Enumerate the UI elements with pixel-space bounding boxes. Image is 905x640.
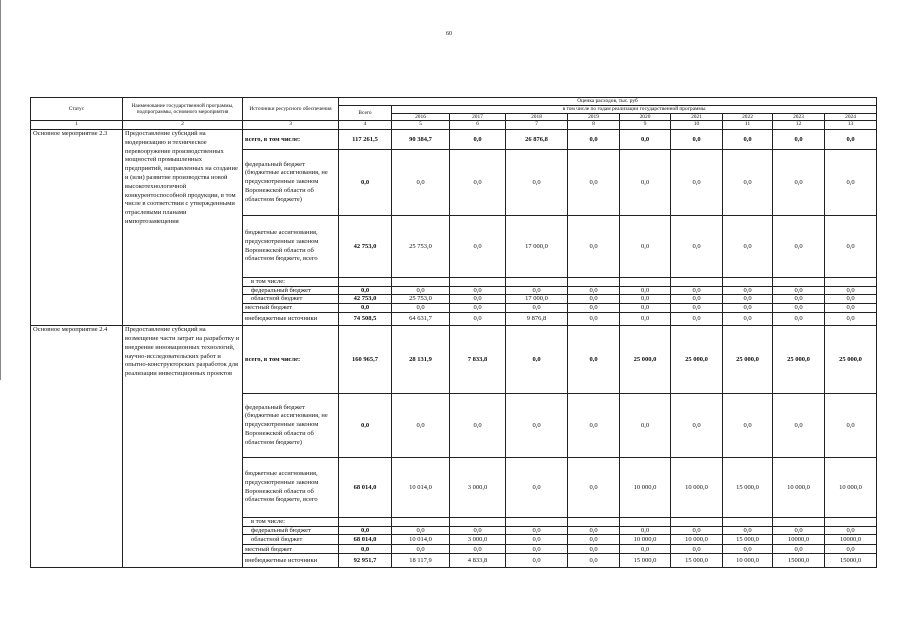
year-value-cell: 0,0 [773,526,825,535]
year-value-cell: 0,0 [620,526,671,535]
header-incl: в том числе по годам реализации государственной программы [392,106,877,114]
column-number: 2 [123,121,243,130]
year-value-cell: 0,0 [723,545,773,554]
header-source: Источники ресурсного обеспечения [243,98,339,121]
year-value-cell: 26 876,8 [506,130,568,150]
year-value-cell: 10 014,0 [392,535,450,545]
year-value-cell: 9 876,8 [506,313,568,326]
year-value-cell: 0,0 [568,458,620,518]
year-value-cell: 0,0 [671,295,723,304]
total-value-cell: 74 508,5 [339,313,392,326]
budget-table [30,97,877,568]
year-value-cell: 0,0 [620,545,671,554]
year-value-cell: 0,0 [620,304,671,313]
year-value-cell: 0,0 [825,216,877,278]
year-value-cell: 10 000,0 [620,458,671,518]
year-value-cell: 0,0 [773,286,825,295]
year-value-cell: 0,0 [568,150,620,216]
year-value-cell: 10 000,0 [825,458,877,518]
year-value-cell: 0,0 [773,216,825,278]
year-value-cell [825,278,877,287]
year-value-cell: 0,0 [568,130,620,150]
source-cell: внебюджетные источники [243,313,339,326]
source-cell: федеральный бюджет [243,286,339,295]
year-value-cell: 90 384,7 [392,130,450,150]
total-value-cell: 68 014,0 [339,535,392,545]
total-value-cell: 0,0 [339,545,392,554]
year-value-cell: 0,0 [671,545,723,554]
year-value-cell: 0,0 [568,295,620,304]
total-value-cell: 0,0 [339,394,392,458]
year-value-cell: 0,0 [825,286,877,295]
source-cell: областной бюджет [243,295,339,304]
year-value-cell: 25 000,0 [825,326,877,394]
year-value-cell: 0,0 [671,304,723,313]
year-value-cell: 0,0 [568,304,620,313]
year-value-cell: 0,0 [620,286,671,295]
year-value-cell: 0,0 [450,150,506,216]
year-value-cell: 0,0 [773,304,825,313]
page-number: 60 [446,31,452,37]
year-value-cell: 0,0 [671,394,723,458]
column-number: 13 [825,121,877,130]
table-row [31,326,877,394]
measure-name-cell: Предоставление субсидий на модернизацию и техническое перевооружение производственных мощностей промышленных предприятий, направленных на создание и (или) развитие производства новой высокотехнологичной конкурентоспособной продукции, в том числе в соответствии с утвержденными отраслевыми планами импортозамещения [123,130,243,326]
year-value-cell: 0,0 [392,545,450,554]
year-value-cell: 0,0 [506,304,568,313]
year-value-cell: 15 000,0 [671,554,723,568]
source-cell: местный бюджет [243,304,339,313]
year-value-cell [671,278,723,287]
year-value-cell: 0,0 [392,286,450,295]
year-value-cell: 0,0 [620,313,671,326]
year-value-cell: 25 000,0 [620,326,671,394]
year-value-cell: 0,0 [620,295,671,304]
year-value-cell: 0,0 [450,394,506,458]
year-value-cell: 0,0 [568,326,620,394]
year-value-cell: 0,0 [825,295,877,304]
column-number: 9 [620,121,671,130]
year-value-cell: 0,0 [723,304,773,313]
year-value-cell [392,278,450,287]
total-value-cell: 160 965,7 [339,326,392,394]
year-value-cell: 10 000,0 [773,458,825,518]
year-value-cell: 28 131,9 [392,326,450,394]
total-value-cell: 42 753,0 [339,216,392,278]
year-value-cell: 15000,0 [825,554,877,568]
year-value-cell: 0,0 [825,304,877,313]
year-value-cell: 0,0 [723,526,773,535]
source-cell: бюджетные ассигнования, предусмотренные законом Воронежской области об областном бюджете, всего [243,216,339,278]
year-value-cell: 10000,0 [825,535,877,545]
year-value-cell: 0,0 [568,394,620,458]
year-value-cell: 17 000,0 [506,216,568,278]
year-value-cell: 0,0 [392,304,450,313]
total-value-cell: 0,0 [339,150,392,216]
year-value-cell [773,518,825,527]
year-value-cell: 0,0 [568,526,620,535]
column-number: 6 [450,121,506,130]
year-value-cell: 0,0 [620,150,671,216]
year-value-cell: 10 000,0 [620,535,671,545]
year-value-cell: 10 000,0 [671,535,723,545]
year-value-cell: 0,0 [568,313,620,326]
year-value-cell: 0,0 [568,216,620,278]
year-value-cell: 0,0 [620,130,671,150]
header-year: 2022 [723,114,773,121]
year-value-cell: 0,0 [450,216,506,278]
total-value-cell [339,518,392,527]
year-value-cell [723,518,773,527]
year-value-cell: 0,0 [620,394,671,458]
year-value-cell [506,278,568,287]
year-value-cell: 0,0 [773,130,825,150]
year-value-cell: 0,0 [568,545,620,554]
year-value-cell: 0,0 [723,286,773,295]
year-value-cell [392,518,450,527]
header-year: 2018 [506,114,568,121]
year-value-cell: 25 000,0 [671,326,723,394]
source-cell: федеральный бюджет (бюджетные ассигнования, не предусмотренные законом Воронежской области об областном бюджете) [243,150,339,216]
year-value-cell: 10 000,0 [671,458,723,518]
year-value-cell: 0,0 [568,554,620,568]
year-value-cell: 15 000,0 [620,554,671,568]
year-value-cell: 0,0 [671,130,723,150]
year-value-cell: 0,0 [723,216,773,278]
source-cell: всего, в том числе: [243,130,339,150]
column-number: 3 [243,121,339,130]
source-cell: всего, в том числе: [243,326,339,394]
year-value-cell: 0,0 [506,286,568,295]
year-value-cell: 0,0 [568,535,620,545]
scan-edge-line [0,0,1,380]
year-value-cell: 15000,0 [773,554,825,568]
year-value-cell: 0,0 [671,216,723,278]
year-value-cell [568,518,620,527]
year-value-cell: 25 000,0 [723,326,773,394]
header-year: 2017 [450,114,506,121]
status-cell: Основное мероприятие 2.4 [31,326,123,568]
year-value-cell: 0,0 [671,150,723,216]
total-value-cell [339,278,392,287]
year-value-cell: 0,0 [450,286,506,295]
year-value-cell: 17 000,0 [506,295,568,304]
year-value-cell [773,278,825,287]
year-value-cell: 0,0 [671,286,723,295]
source-cell: внебюджетные источники [243,554,339,568]
column-number: 4 [339,121,392,130]
year-value-cell [568,278,620,287]
source-cell: в том числе: [243,278,339,287]
source-cell: бюджетные ассигнования, предусмотренные законом Воронежской области об областном бюджете, всего [243,458,339,518]
header-year: 2024 [825,114,877,121]
year-value-cell: 0,0 [450,295,506,304]
header-total: Всего [339,106,392,121]
header-estimate: Оценка расходов, тыс. руб [339,98,877,106]
year-value-cell: 15 000,0 [723,458,773,518]
total-value-cell: 0,0 [339,526,392,535]
year-value-cell: 0,0 [671,526,723,535]
total-value-cell: 42 753,0 [339,295,392,304]
year-value-cell: 25 000,0 [773,326,825,394]
source-cell: федеральный бюджет [243,526,339,535]
total-value-cell: 68 014,0 [339,458,392,518]
year-value-cell: 0,0 [825,545,877,554]
year-value-cell: 25 753,0 [392,295,450,304]
year-value-cell [723,278,773,287]
column-number: 12 [773,121,825,130]
year-value-cell: 10000,0 [773,535,825,545]
year-value-cell: 0,0 [392,526,450,535]
table-body [31,130,877,568]
year-value-cell: 10 000,0 [723,554,773,568]
status-cell: Основное мероприятие 2.3 [31,130,123,326]
year-value-cell: 0,0 [450,130,506,150]
total-value-cell: 0,0 [339,286,392,295]
year-value-cell: 0,0 [825,313,877,326]
year-value-cell: 25 753,0 [392,216,450,278]
year-value-cell: 0,0 [723,394,773,458]
year-value-cell: 64 631,7 [392,313,450,326]
year-value-cell: 0,0 [450,304,506,313]
year-value-cell: 0,0 [392,394,450,458]
header-year: 2023 [773,114,825,121]
year-value-cell: 0,0 [506,458,568,518]
header-status: Статус [31,98,123,121]
year-value-cell: 0,0 [450,526,506,535]
year-value-cell: 0,0 [506,554,568,568]
year-value-cell: 7 833,8 [450,326,506,394]
year-value-cell: 0,0 [723,150,773,216]
year-value-cell: 18 117,9 [392,554,450,568]
year-value-cell: 0,0 [506,535,568,545]
source-cell: в том числе: [243,518,339,527]
year-value-cell: 3 000,0 [450,535,506,545]
year-value-cell: 0,0 [723,295,773,304]
column-number: 10 [671,121,723,130]
measure-name-cell: Предоставление субсидий на возмещение части затрат на разработку и внедрение инновационных технологий, научно-исследовательских работ и опытно-конструкторских разработок для реализации инвестиционных проектов [123,326,243,568]
year-value-cell: 0,0 [450,545,506,554]
year-value-cell [506,518,568,527]
total-value-cell: 117 261,5 [339,130,392,150]
column-number: 7 [506,121,568,130]
year-value-cell: 0,0 [773,545,825,554]
year-value-cell: 0,0 [723,313,773,326]
year-value-cell: 0,0 [568,286,620,295]
year-value-cell: 0,0 [723,130,773,150]
source-cell: областной бюджет [243,535,339,545]
total-value-cell: 92 951,7 [339,554,392,568]
header-year: 2020 [620,114,671,121]
year-value-cell: 0,0 [506,326,568,394]
column-number: 11 [723,121,773,130]
year-value-cell: 0,0 [506,545,568,554]
year-value-cell: 0,0 [825,526,877,535]
year-value-cell: 0,0 [506,150,568,216]
total-value-cell: 0,0 [339,304,392,313]
header-name: Наименование государственной программы, подпрограммы, основного мероприятия [123,98,243,121]
year-value-cell [450,278,506,287]
year-value-cell [620,518,671,527]
column-number: 1 [31,121,123,130]
year-value-cell [825,518,877,527]
year-value-cell: 3 000,0 [450,458,506,518]
year-value-cell: 4 833,8 [450,554,506,568]
year-value-cell [671,518,723,527]
column-number: 8 [568,121,620,130]
header-year: 2016 [392,114,450,121]
header-year: 2019 [568,114,620,121]
year-value-cell: 0,0 [773,313,825,326]
year-value-cell: 0,0 [773,295,825,304]
column-number: 5 [392,121,450,130]
source-cell: федеральный бюджет (бюджетные ассигнования, не предусмотренные законом Воронежской области об областном бюджете) [243,394,339,458]
year-value-cell: 0,0 [773,150,825,216]
year-value-cell: 0,0 [450,313,506,326]
table-row [31,130,877,150]
source-cell: местный бюджет [243,545,339,554]
year-value-cell: 15 000,0 [723,535,773,545]
year-value-cell [450,518,506,527]
header-year: 2021 [671,114,723,121]
year-value-cell [620,278,671,287]
year-value-cell: 0,0 [825,130,877,150]
year-value-cell: 0,0 [392,150,450,216]
year-value-cell: 0,0 [620,216,671,278]
year-value-cell: 0,0 [506,526,568,535]
year-value-cell: 0,0 [825,150,877,216]
year-value-cell: 0,0 [773,394,825,458]
year-value-cell: 10 014,0 [392,458,450,518]
year-value-cell: 0,0 [825,394,877,458]
year-value-cell: 0,0 [671,313,723,326]
year-value-cell: 0,0 [506,394,568,458]
